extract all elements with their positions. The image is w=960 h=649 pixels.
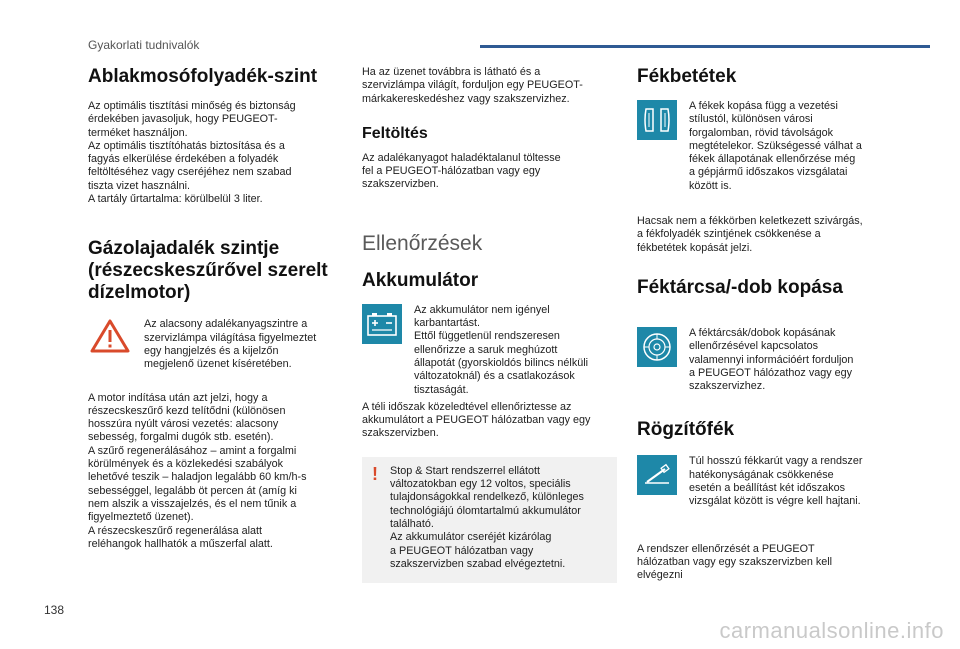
text-line: sebességgel, legalább öt percen át (amíg ki — [88, 484, 297, 497]
text-line: fékek állapotának ellenőrzése még — [689, 153, 856, 166]
text-line: sebesség, forgalmi dugók stb. esetén). — [88, 431, 274, 444]
additive-title — [88, 238, 338, 304]
discs-icon-text — [689, 327, 853, 393]
text-line: megjelenő üzenet kíséretében. — [144, 358, 292, 371]
text-line: dízelmotor) — [88, 282, 191, 304]
text-line: A féktárcsák/dobok kopásának — [689, 326, 836, 339]
text-line: technológiájú ólomtartalmú akkumulátor — [390, 504, 581, 517]
text-line: tiszta vizet használni. — [88, 179, 191, 192]
discs-title: Féktárcsa/-dob kopása — [637, 276, 843, 298]
warning-icon — [88, 318, 132, 358]
text-line: fagyás elkerülése érdekében a folyadék — [88, 153, 279, 166]
brake-disc-icon — [637, 327, 677, 367]
text-line: karbantartást. — [414, 317, 481, 330]
pads-block — [637, 100, 895, 193]
washer-title: Ablakmosófolyadék-szint — [88, 66, 318, 87]
right-column — [637, 66, 895, 583]
text-line: a PEUGEOT hálózathoz vagy egy — [689, 366, 853, 379]
text-line: részecskeszűrő kezd telítődni (különösen — [88, 404, 286, 417]
text-line: változatoknál) és a csatlakozások — [414, 370, 575, 383]
parking-brake-body — [637, 543, 895, 583]
text-line: terméket használjon. — [88, 126, 188, 139]
text-line: hálózatban vagy egy szakszervizben kell — [637, 555, 833, 568]
text-line: akkumulátort a PEUGEOT hálózatban vagy egy — [362, 414, 591, 427]
text-line: forgalomban, rövid távolságok — [689, 126, 834, 139]
text-line: márkakereskedéshez vagy szakszervizhez. — [362, 92, 570, 105]
text-line: érdekében javasoljuk, hogy PEUGEOT- — [88, 113, 278, 126]
text-line: szakszervizben. — [362, 427, 439, 440]
text-line: Az optimális tisztítási minőség és biztonság — [88, 100, 296, 112]
text-line: Az optimális tisztítóhatás biztosítása és a — [88, 139, 285, 152]
text-line: Az adalékanyagot haladéktalanul töltesse — [362, 151, 561, 164]
text-line: ellenőrizze a saruk meghúzott — [414, 343, 558, 356]
parking-brake-block — [637, 455, 895, 508]
additive-warning — [88, 318, 338, 371]
text-line: elvégezni — [637, 569, 683, 582]
washer-body — [88, 100, 338, 206]
text-line: Gázolajadalék szintje — [88, 238, 280, 260]
left-column — [88, 66, 338, 551]
text-line: szervizlámpa világítása figyelmeztet — [144, 331, 317, 344]
text-line: A rendszer ellenőrzését a PEUGEOT — [637, 542, 815, 555]
text-line: ellenőrzésével kapcsolatos — [689, 340, 819, 353]
text-line: Túl hosszú fékkarút vagy a rendszer — [689, 455, 863, 468]
text-line: szakszervizben. — [362, 178, 439, 191]
parking-brake-icon-text — [689, 455, 862, 508]
filling-body — [362, 152, 617, 192]
pads-title: Fékbetétek — [637, 66, 737, 87]
text-line: Ettől függetlenül rendszeresen — [414, 330, 560, 343]
text-line: A téli időszak közeledtével ellenőriztesse az — [362, 400, 572, 413]
text-line: fékbetétek kopását jelzi. — [637, 241, 753, 254]
page-number: 138 — [44, 603, 65, 617]
battery-block — [362, 304, 617, 397]
continuation-text — [362, 66, 617, 106]
text-line: hosszúra nyúlt városi vezetés: alacsony — [88, 418, 279, 431]
battery-icon-text — [414, 304, 588, 397]
text-line: vizsgálat között is végre kell hajtani. — [689, 495, 861, 508]
text-line: valamennyi információért forduljon — [689, 353, 854, 366]
text-line: Hacsak nem a fékkörben keletkezett szivárgás, — [637, 215, 863, 228]
header-accent-bar — [480, 45, 930, 48]
watermark: carmanualsonline.info — [719, 618, 944, 643]
text-line: Az alacsony adalékanyagszintre a — [144, 318, 308, 331]
text-line: megtételekor. Szükségessé válhat a — [689, 139, 862, 152]
checks-title: Ellenőrzések — [362, 231, 483, 255]
text-line: szakszervizben szabad elvégeztetni. — [390, 557, 566, 570]
text-line: A részecskeszűrő regenerálása alatt — [88, 524, 263, 537]
parking-brake-title: Rögzítőfék — [637, 419, 735, 441]
text-line: lehetővé teszik – haladjon legalább 60 km/h-s — [88, 471, 307, 484]
text-line: (részecskeszűrővel szerelt — [88, 260, 328, 282]
pads-body — [637, 215, 895, 255]
text-line: fel a PEUGEOT-hálózatban vagy egy — [362, 165, 541, 178]
text-line: a PEUGEOT hálózatban vagy — [390, 544, 534, 557]
text-line: A fékek kopása függ a vezetési — [689, 100, 838, 112]
text-line: A szűrő regenerálásához – amint a forgalmi — [88, 444, 297, 457]
text-line: Az akkumulátor cseréjét kizárólag — [390, 531, 552, 544]
text-line: hatékonyságának csökkenése — [689, 468, 834, 481]
text-line: változatokban egy 12 voltos, speciális — [390, 478, 571, 491]
text-line: szervizlámpa világít, forduljon egy PEUGEOT- — [362, 79, 583, 92]
text-line: tulajdonságokkal rendelkező, különleges — [390, 491, 584, 504]
text-line: Ha az üzenet továbbra is látható és a — [362, 66, 541, 78]
middle-column — [362, 66, 617, 583]
text-line: állapotát (gyorskioldós bilincs nélküli — [414, 356, 589, 369]
additive-body — [88, 392, 338, 552]
text-line: stílustól, különösen városi — [689, 113, 813, 126]
text-line: nem alszik a visszajelzés, és el nem tűnik a — [88, 497, 297, 510]
text-line: Stop & Start rendszerrel ellátott — [390, 464, 541, 477]
text-line: között is. — [689, 179, 732, 192]
battery-title: Akkumulátor — [362, 269, 479, 291]
text-line: található. — [390, 517, 434, 530]
section-header: Gyakorlati tudnivalók — [88, 38, 200, 52]
text-line: egy hangjelzés és a kijelzőn — [144, 344, 279, 357]
text-line: körülmények és a közlekedési szabályok — [88, 458, 284, 471]
text-line: tisztaságát. — [414, 383, 469, 396]
text-line: a fékfolyadék szintjének csökkenése a — [637, 228, 821, 241]
text-line: A tartály űrtartalma: körülbelül 3 liter. — [88, 193, 263, 206]
additive-warning-text — [144, 318, 316, 371]
filling-title: Feltöltés — [362, 124, 428, 142]
battery-body — [362, 401, 617, 441]
brake-pads-icon — [637, 100, 677, 140]
text-line: Az akkumulátor nem igényel — [414, 303, 550, 316]
exclamation-icon: ! — [372, 463, 378, 484]
parking-brake-icon — [637, 455, 677, 495]
battery-icon — [362, 304, 402, 344]
stop-start-note — [362, 457, 617, 583]
text-line: reléhangok hallhatók a műszerfal alatt. — [88, 537, 273, 550]
text-line: a gépjármű időszakos vizsgálatai — [689, 166, 848, 179]
text-line: szakszervizhez. — [689, 380, 766, 393]
text-line: feltöltéséhez vagy cseréjéhez nem szabad — [88, 166, 292, 179]
text-line: esetén a beállítást két időszakos — [689, 482, 846, 495]
text-line: A motor indítása után azt jelzi, hogy a — [88, 391, 268, 404]
discs-block — [637, 327, 895, 393]
pads-icon-text — [689, 100, 862, 193]
text-line: figyelmeztető üzenet). — [88, 511, 194, 524]
stop-start-note-text — [390, 465, 584, 571]
